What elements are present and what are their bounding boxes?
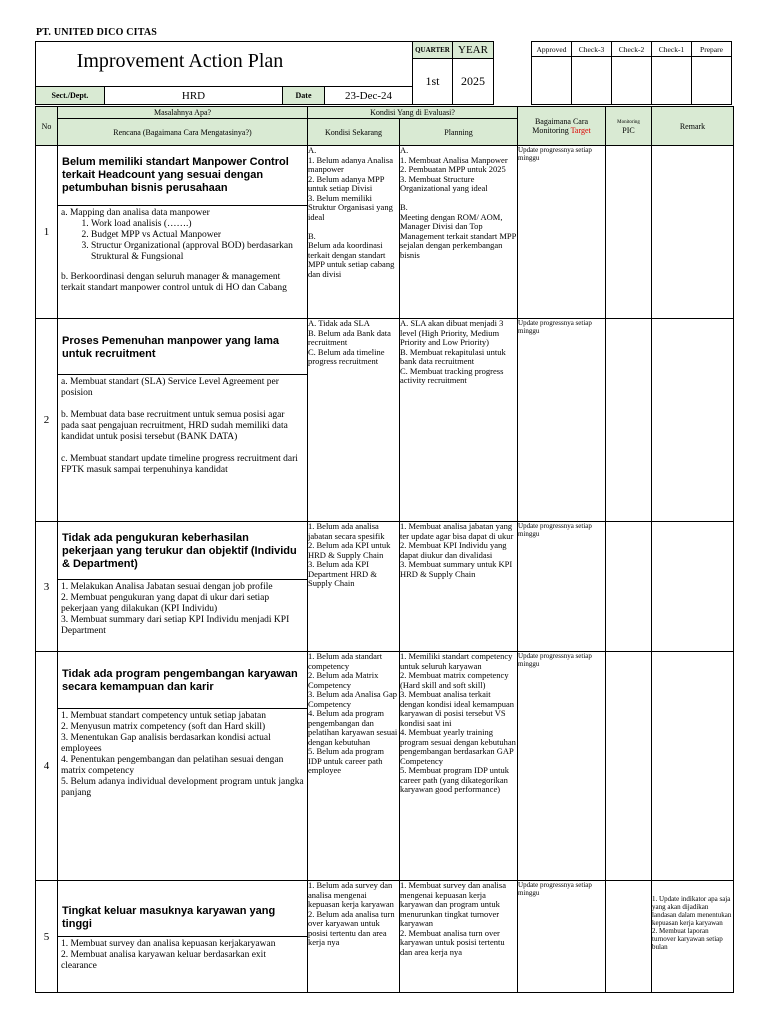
- quarter-value: 1st: [412, 58, 453, 105]
- row-pic[interactable]: [606, 652, 652, 881]
- row-remark: [652, 319, 734, 522]
- header-kondisi-sekarang: Kondisi Sekarang: [308, 119, 400, 146]
- row-number: 3: [36, 522, 58, 652]
- row-problem-cell: [58, 146, 308, 319]
- row-plan: a. Membuat standart (SLA) Service Level Agreement per posision b. Membuat data base recruitment untuk semua posisi agar pada saat pengajuan recruitment, HRD sudah memiliki data kandidat untuk posisi tersebut (BANK DATA) c. Membuat standart update timeline progress recruitment dari FPTK masuk sampai terpenuhinya kandidat: [61, 377, 298, 475]
- plan-a: a. Mapping dan analisa data manpower: [61, 208, 210, 218]
- row-plan: 1. Membuat survey dan analisa kepuasan kerjakaryawan 2. Membuat analisa karyawan keluar berdasarkan exit clearance: [61, 939, 276, 971]
- header-pic: [606, 107, 652, 146]
- row-kondisi: 1. Belum ada standart competency 2. Belum ada Matrix Competency 3. Belum ada Analisa Gap Competency 4. Belum ada program pengembangan dan pelatihan karyawan sesuai dengan kebutuhan 5. Belum ada program IDP untuk career path employee: [308, 652, 400, 881]
- row-monitoring: Update progressnya setiap minggu: [518, 319, 606, 522]
- sect-value: HRD: [104, 86, 283, 105]
- header-remark: Remark: [652, 107, 734, 146]
- approval-sign-box[interactable]: [571, 56, 612, 105]
- row-pic[interactable]: [606, 522, 652, 652]
- year-value: 2025: [452, 58, 494, 105]
- approval-header: Prepare: [691, 41, 732, 57]
- header-masalah: Masalahnya Apa?: [58, 107, 308, 119]
- row-kondisi: 1. Belum ada survey dan analisa mengenai kepuasan kerja karyawan 2. Belum ada analisa turn over karyawan untuk posisi tertentu dan area kerja nya: [308, 881, 400, 993]
- row-kondisi: 1. Belum ada analisa jabatan secara spesifik 2. Belum ada KPI untuk HRD & Supply Chain 3. Belum ada KPI Department HRD & Supply Chain: [308, 522, 400, 652]
- header-pic-top: Monitoring: [617, 120, 640, 125]
- row-number: 2: [36, 319, 58, 522]
- approval-header: Check-2: [611, 41, 652, 57]
- row-plan: 1. Melakukan Analisa Jabatan sesuai dengan job profile 2. Membuat pengukuran yang dapat di ukur dari setiap pekerjaan yang dilakukan (KPI Individu) 3. Membuat summary dari setiap KPI Individu menjadi KPI Department: [61, 582, 290, 636]
- plan-a-item: 3. Structur Organizational (approval BOD) berdasarkan Struktural & Fungsional: [91, 241, 304, 263]
- approval-header: Check-1: [651, 41, 692, 57]
- row-problem-cell: [58, 652, 308, 881]
- header-pic-label: PIC: [622, 126, 635, 135]
- row-problem: Tingkat keluar masuknya karyawan yang tinggi: [58, 881, 307, 937]
- row-planning: 1. Membuat analisa jabatan yang ter update agar bisa dapat di ukur 2. Membuat KPI Individu yang dapat diukur dan divalidasi 3. Membuat summary untuk KPI HRD & Supply Chain: [400, 522, 518, 652]
- row-remark: 1. Update indikator apa saja yang akan dijadikan landasan dalam menentukan kepuasan kerja karyawan 2. Membuat laporan turnover karyawan setiap bulan: [652, 881, 734, 993]
- approval-header: Check-3: [571, 41, 612, 57]
- table-row: [36, 881, 734, 993]
- header-monitoring-line2: Monitoring: [532, 126, 569, 135]
- approval-sign-box[interactable]: [651, 56, 692, 105]
- plan-b: b. Berkoordinasi dengan seluruh manager & management terkait standart manpower control untuk di HO dan Cabang: [61, 272, 287, 293]
- row-pic[interactable]: [606, 146, 652, 319]
- row-problem: Belum memiliki standart Manpower Control terkait Headcount yang sesuai dengan petumbuhan bisnis perusahaan: [58, 146, 307, 206]
- header-monitoring: [518, 107, 606, 146]
- row-kondisi: A. Tidak ada SLA B. Belum ada Bank data recruitment C. Belum ada timeline progress recruitment: [308, 319, 400, 522]
- date-label: Date: [282, 86, 325, 105]
- row-remark: [652, 522, 734, 652]
- row-remark: [652, 652, 734, 881]
- row-number: 1: [36, 146, 58, 319]
- company-name: PT. UNITED DICO CITAS: [36, 27, 158, 38]
- row-problem-cell: [58, 319, 308, 522]
- table-row: [36, 652, 734, 881]
- plan-a-item: 1. Work load analisis (…….): [91, 219, 304, 230]
- row-monitoring: Update progressnya setiap minggu: [518, 522, 606, 652]
- header-rencana: Rencana (Bagaimana Cara Mengatasinya?): [58, 119, 308, 146]
- approval-header: Approved: [531, 41, 572, 57]
- row-pic[interactable]: [606, 319, 652, 522]
- row-remark: [652, 146, 734, 319]
- header-planning: Planning: [400, 119, 518, 146]
- row-problem: Tidak ada pengukuran keberhasilan pekerjaan yang terukur dan objektif (Individu & Department): [58, 522, 307, 580]
- header-no: No: [36, 107, 58, 146]
- action-plan-table: [35, 106, 734, 993]
- table-row: [36, 522, 734, 652]
- row-kondisi: A. 1. Belum adanya Analisa manpower 2. Belum adanya MPP untuk setiap Divisi 3. Belum memiliki Struktur Organisasi yang ideal B. Belum ada koordinasi terkait dengan standart MPP untuk setiap cabang dan divisi: [308, 146, 400, 319]
- row-planning: A. 1. Membuat Analisa Manpower 2. Pembuatan MPP untuk 2025 3. Membuat Structure Organizational yang ideal B. Meeting dengan ROM/ AOM, Manager Divisi dan Top Management terkait standart MPP sejalan dengan perkembangan bisnis: [400, 146, 518, 319]
- quarter-label: QUARTER: [412, 41, 453, 59]
- table-row: [36, 319, 734, 522]
- header-target: Target: [570, 126, 591, 135]
- row-problem: Proses Pemenuhan manpower yang lama untuk recruitment: [58, 319, 307, 375]
- row-plan: 1. Membuat standart competency untuk setiap jabatan 2. Menyusun matrix competency (soft dan Hard skill) 3. Menentukan Gap analisis berdasarkan kondisi actual employees 4. Penentukan pengembangan dan pelatihan sesuai dengan matrix competency 5. Belum adanya individual development program untuk jangka panjang: [61, 711, 304, 798]
- row-number: 4: [36, 652, 58, 881]
- row-planning: 1. Memiliki standart competency untuk seluruh karyawan 2. Membuat matrix competency (Hard skill and soft skill) 3. Membuat analisa terkait dengan kondisi ideal kemampuan karyawan di posisi tersebut VS kondisi saat ini 4. Membuat yearly training program sesuai dengan kebutuhan pengembangan berdasarkan GAP Competency 5. Membuat program IDP untuk career path (yang dikategorikan karyawan good performance): [400, 652, 518, 881]
- row-problem-cell: [58, 522, 308, 652]
- row-plan: [58, 206, 307, 296]
- row-problem: Tidak ada program pengembangan karyawan secara kemampuan dan karir: [58, 652, 307, 709]
- row-pic[interactable]: [606, 881, 652, 993]
- row-planning: A. SLA akan dibuat menjadi 3 level (High Priority, Medium Priority and Low Priority) B. Membuat rekapitulasi untuk bank data recruitment C. Membuat tracking progress activity recruitment: [400, 319, 518, 522]
- approval-sign-box[interactable]: [611, 56, 652, 105]
- page-title: Improvement Action Plan: [76, 50, 284, 72]
- row-monitoring: Update progressnya setiap minggu: [518, 652, 606, 881]
- approval-sign-box[interactable]: [531, 56, 572, 105]
- row-number: 5: [36, 881, 58, 993]
- date-value: 23-Dec-24: [324, 86, 413, 105]
- table-row: [36, 146, 734, 319]
- row-monitoring: Update progressnya setiap minggu: [518, 881, 606, 993]
- plan-a-item: 2. Budget MPP vs Actual Manpower: [91, 230, 304, 241]
- header-kondisi-group: Kondisi Yang di Evaluasi?: [308, 107, 518, 119]
- row-planning: 1. Membuat survey dan analisa mengenai kepuasan kerja karyawan dan program untuk menurunkan tingkat turnover karyawan 2. Membuat analisa turn over karyawan untuk posisi tertentu dan area kerja nya: [400, 881, 518, 993]
- sect-label: Sect./Dept.: [35, 86, 105, 105]
- header-monitoring-line1: Bagaimana Cara: [534, 117, 589, 126]
- approval-sign-box[interactable]: [691, 56, 732, 105]
- row-monitoring: Update progressnya setiap minggu: [518, 146, 606, 319]
- row-problem-cell: [58, 881, 308, 993]
- year-label: YEAR: [452, 41, 494, 59]
